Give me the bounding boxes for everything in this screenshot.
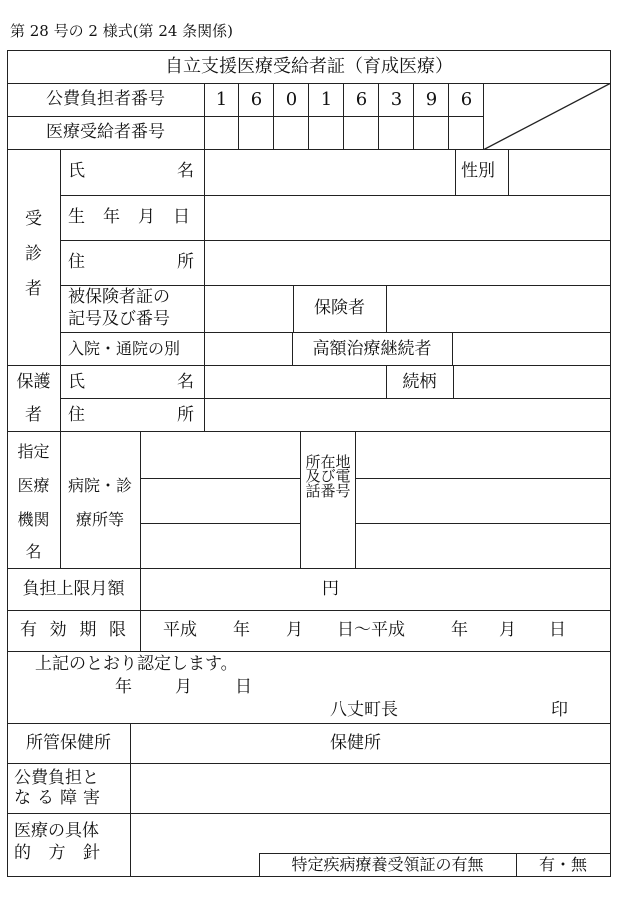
location-phone-label: 所在地及び電話番号 (305, 453, 351, 500)
cert-date-day: 日 (235, 677, 252, 697)
diagonal-strike (483, 83, 611, 150)
copay-label: 負担上限月額 (22, 579, 125, 599)
validity-end-day: 日 (549, 620, 566, 640)
payer-digit: 0 (285, 89, 298, 110)
cert-date-year: 年 (115, 677, 132, 697)
validity-label: 有 効 期 限 (20, 620, 126, 640)
payer-digit: 6 (250, 89, 263, 110)
disability-label-2: な る 障 害 (14, 788, 100, 808)
payer-digit: 1 (320, 89, 333, 110)
issuer-name: 八丈町長 (330, 700, 398, 720)
validity-end-month: 月 (499, 620, 516, 640)
recipient-name-label: 氏 名 (68, 161, 194, 181)
birthdate-label: 生 年 月 日 (68, 207, 190, 227)
hospital-label-2: 療所等 (75, 510, 124, 529)
seal-mark: 印 (551, 700, 568, 720)
recipient-number-label: 医療受給者番号 (46, 122, 165, 142)
guardian-section-label-2: 者 (25, 405, 42, 425)
health-center-value: 保健所 (330, 733, 381, 753)
sick-cert-value: 有・無 (538, 855, 587, 874)
validity-era-start: 平成 (163, 620, 197, 640)
health-center-label: 所管保健所 (26, 733, 111, 753)
payer-digit: 6 (460, 89, 473, 110)
validity-start-year: 年 (233, 620, 250, 640)
payer-digit: 1 (215, 89, 228, 110)
form-number: 第 28 号の 2 様式(第 24 条関係) (10, 22, 234, 40)
payer-digit: 9 (425, 89, 438, 110)
payer-number-label: 公費負担者番号 (46, 89, 165, 109)
disability-label-1: 公費負担と (14, 768, 99, 788)
payer-digit: 3 (390, 89, 403, 110)
gender-label: 性別 (461, 161, 495, 181)
payer-digit: 6 (355, 89, 368, 110)
insurer-label: 保険者 (314, 298, 365, 318)
recipient-address-label: 住 所 (68, 252, 194, 272)
admission-label: 入院・通院の別 (68, 339, 181, 358)
guardian-section-label-1: 保護 (16, 372, 51, 392)
policy-label-2: 的 方 針 (14, 843, 100, 863)
validity-start-month: 月 (286, 620, 303, 640)
certification-statement: 上記のとおり認定します。 (35, 654, 238, 674)
insurance-card-label-2: 記号及び番号 (68, 309, 170, 329)
copay-unit: 円 (322, 579, 339, 599)
form-title: 自立支援医療受給者証（育成医療） (165, 56, 453, 77)
high-cost-label: 高額治療継続者 (312, 339, 432, 359)
hospital-label-1: 病院・診 (67, 476, 132, 495)
validity-range: 日〜平成 (337, 620, 405, 640)
policy-label-1: 医療の具体 (14, 821, 99, 841)
sick-cert-label: 特定疾病療養受領証の有無 (291, 855, 484, 874)
guardian-name-label: 氏 名 (68, 372, 194, 392)
cert-date-month: 月 (175, 677, 192, 697)
relation-label: 続柄 (402, 372, 437, 392)
insurance-card-label-1: 被保険者証の (68, 287, 170, 307)
guardian-address-label: 住 所 (68, 405, 194, 425)
validity-end-year: 年 (451, 620, 468, 640)
